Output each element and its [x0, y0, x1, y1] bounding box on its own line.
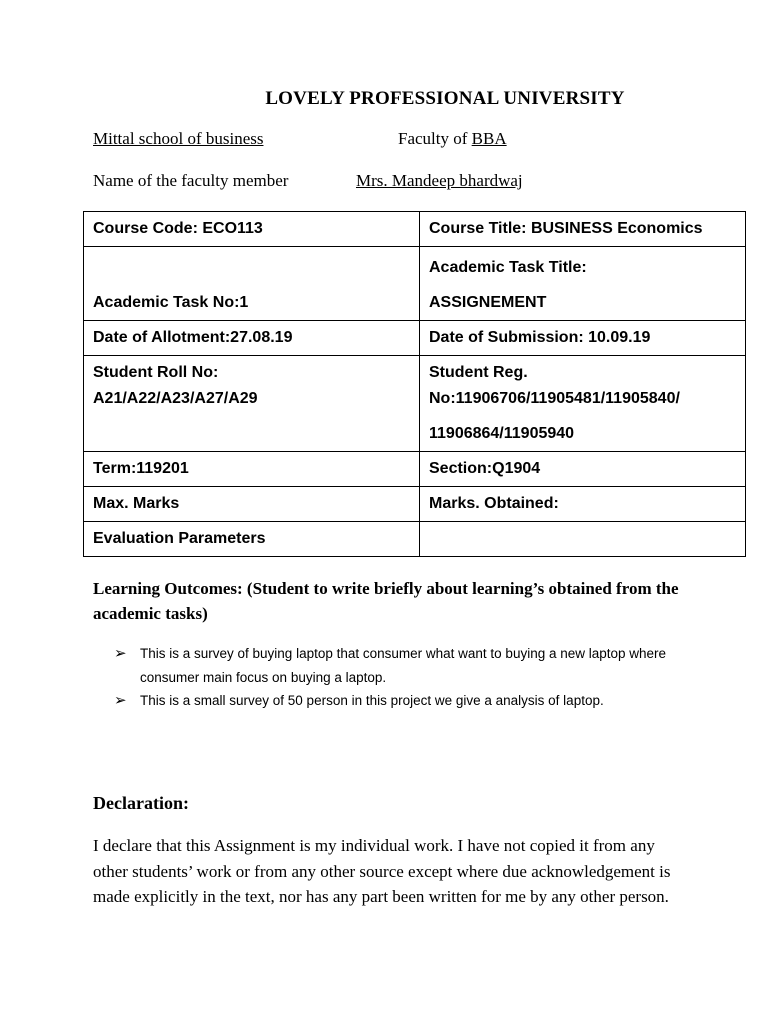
table-row — [84, 356, 746, 452]
max-marks-cell: Max. Marks — [84, 487, 420, 522]
term-cell: Term:119201 — [84, 452, 420, 487]
faculty-of — [398, 129, 507, 149]
course-title-cell: Course Title: BUSINESS Economics — [420, 212, 746, 247]
academic-task-no: Academic Task No:1 — [93, 294, 249, 311]
academic-task-title-cell — [420, 247, 746, 321]
list-item — [114, 642, 674, 689]
student-roll-label: Student Roll No: — [93, 364, 219, 381]
faculty-of-value: BBA — [471, 129, 507, 148]
arrow-bullet-icon: ➢ — [114, 692, 127, 709]
table-row — [84, 522, 746, 557]
evaluation-parameters-cell: Evaluation Parameters — [84, 522, 420, 557]
section-cell: Section:Q1904 — [420, 452, 746, 487]
declaration-text: I declare that this Assignment is my individual work. I have not copied it from any other students’ work or from any other source except where due acknowledgement is made explicitly in the text, nor has any part been written for me by any other person. — [93, 836, 671, 906]
academic-task-title-label: Academic Task Title: — [429, 259, 587, 276]
student-roll-value: A21/A22/A23/A27/A29 — [93, 390, 258, 407]
arrow-bullet-icon: ➢ — [114, 645, 127, 662]
table-row — [84, 452, 746, 487]
learning-outcomes-list — [114, 642, 674, 713]
table-row — [84, 247, 746, 321]
academic-task-no-cell — [84, 247, 420, 321]
student-roll-cell — [84, 356, 420, 452]
student-reg-value-2: 11906864/11905940 — [429, 425, 575, 442]
table-row — [84, 487, 746, 522]
evaluation-value-cell — [420, 522, 746, 557]
outcome-text: This is a survey of buying laptop that consumer what want to buying a new laptop where consumer main focus on buying a laptop. — [140, 646, 667, 685]
assignment-info-table — [83, 211, 746, 557]
faculty-member-label: Name of the faculty member — [93, 171, 289, 190]
faculty-of-label: Faculty of — [398, 129, 472, 148]
student-reg-cell — [420, 356, 746, 452]
date-allotment-cell: Date of Allotment:27.08.19 — [84, 321, 420, 356]
learning-outcomes-heading: Learning Outcomes: (Student to write briefly about learning’s obtained from the academic tasks) — [93, 579, 679, 623]
page-title: LOVELY PROFESSIONAL UNIVERSITY — [265, 88, 625, 109]
list-item — [114, 689, 674, 713]
marks-obtained-cell: Marks. Obtained: — [420, 487, 746, 522]
faculty-member-name: Mrs. Mandeep bhardwaj — [356, 171, 523, 190]
course-code-cell: Course Code: ECO113 — [84, 212, 420, 247]
student-reg-label: Student Reg. — [429, 364, 528, 381]
date-submission-cell: Date of Submission: 10.09.19 — [420, 321, 746, 356]
school-name: Mittal school of business — [93, 129, 264, 148]
table-row — [84, 212, 746, 247]
table-row — [84, 321, 746, 356]
academic-task-title-value: ASSIGNEMENT — [429, 294, 547, 311]
student-reg-value-1: No:11906706/11905481/11905840/ — [429, 390, 680, 407]
declaration-heading: Declaration: — [93, 793, 189, 813]
outcome-text: This is a small survey of 50 person in this project we give a analysis of laptop. — [140, 693, 604, 708]
